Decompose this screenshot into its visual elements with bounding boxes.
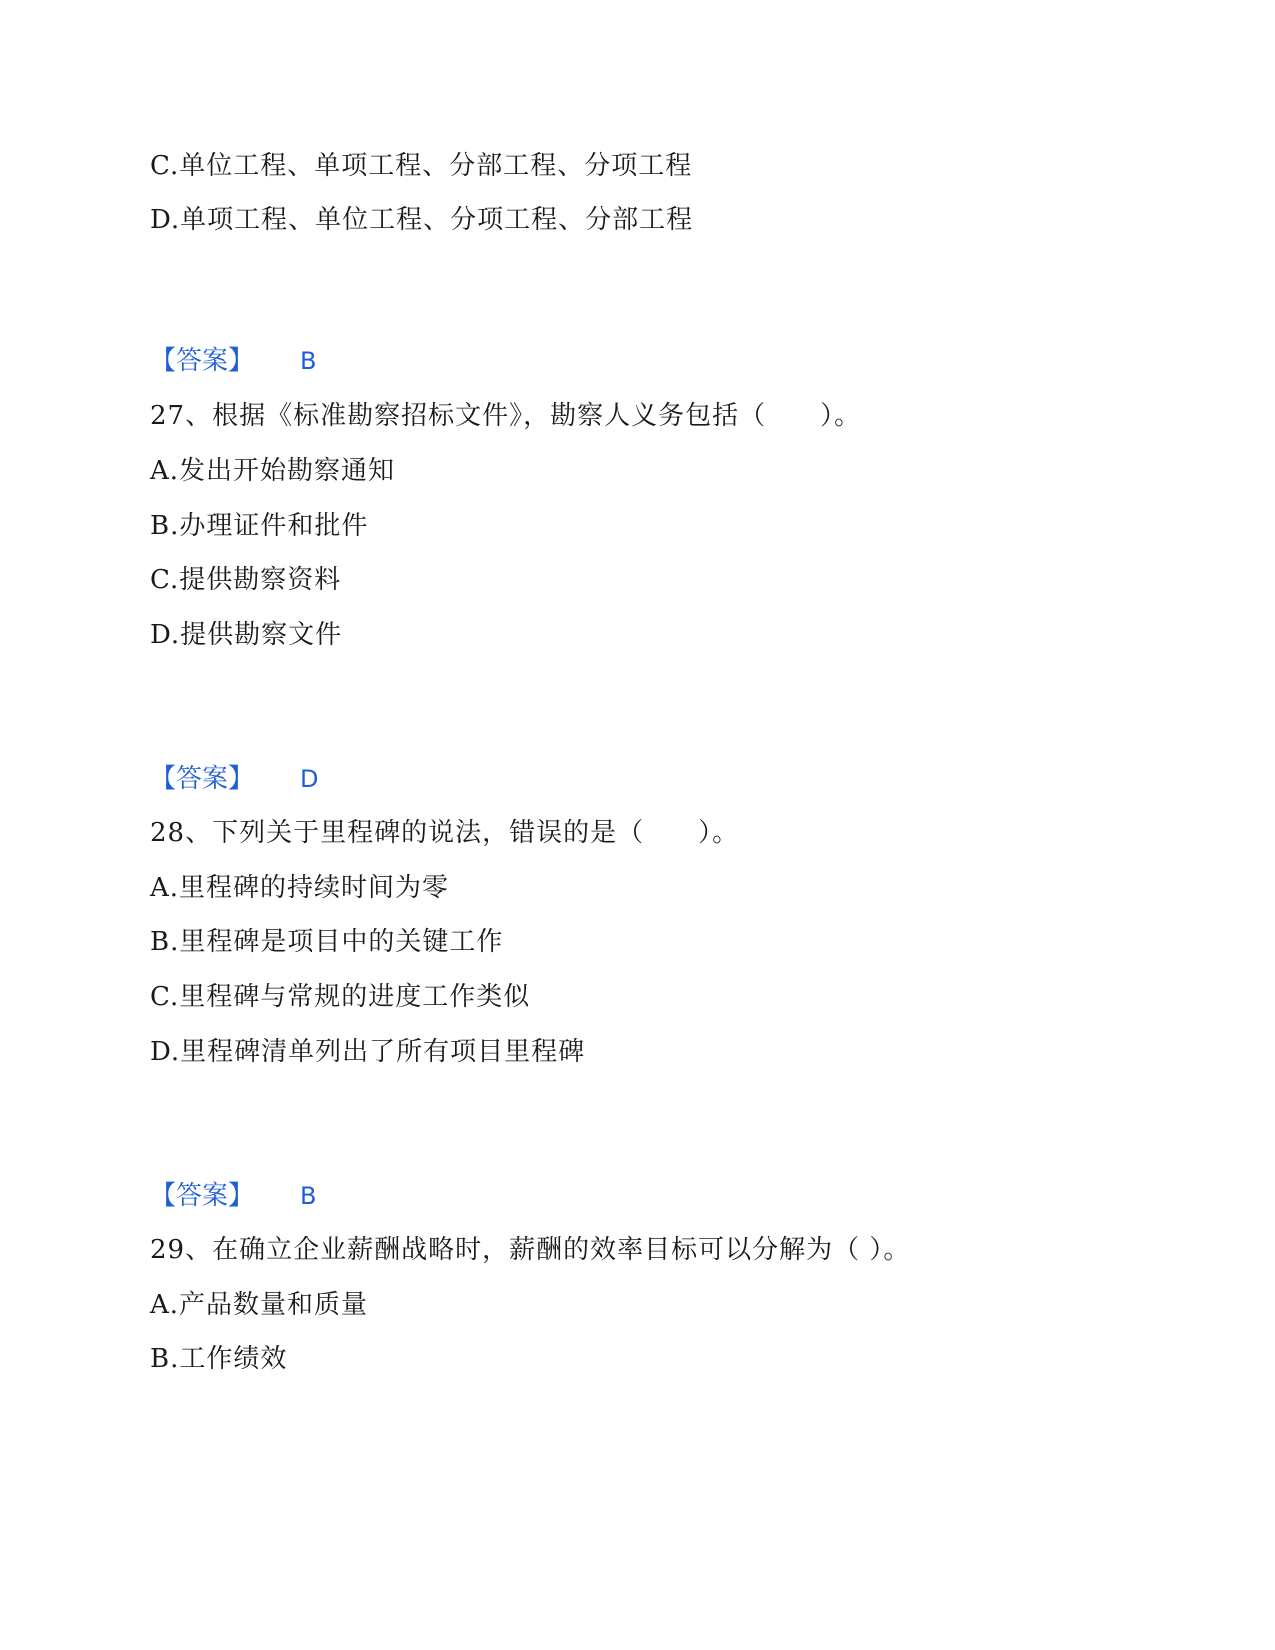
q29-option-a: A.产品数量和质量 — [150, 1290, 369, 1320]
q27-option-b: B.办理证件和批件 — [150, 511, 369, 541]
q28-question: 28、下列关于里程碑的说法，错误的是（ ）。 — [150, 818, 740, 848]
q27-question: 27、根据《标准勘察招标文件》，勘察人义务包括（ ）。 — [150, 401, 862, 431]
answer-label: 【答案】 — [150, 764, 255, 794]
answer-value: D — [300, 765, 319, 793]
q26-option-c: C.单位工程、单项工程、分部工程、分项工程 — [150, 151, 693, 181]
answer-28 — [150, 1180, 316, 1212]
answer-value: B — [300, 1182, 317, 1210]
q28-option-d: D.里程碑清单列出了所有项目里程碑 — [150, 1037, 586, 1067]
q26-option-d: D.单项工程、单位工程、分项工程、分部工程 — [150, 205, 694, 235]
answer-26 — [150, 345, 316, 377]
q28-option-c: C.里程碑与常规的进度工作类似 — [150, 982, 531, 1012]
answer-27 — [150, 763, 319, 795]
q29-question: 29、在确立企业薪酬战略时，薪酬的效率目标可以分解为（ ）。 — [150, 1235, 911, 1265]
q29-option-b: B.工作绩效 — [150, 1344, 288, 1374]
answer-label: 【答案】 — [150, 1181, 255, 1211]
answer-label: 【答案】 — [150, 346, 255, 376]
q28-option-a: A.里程碑的持续时间为零 — [150, 873, 450, 903]
q27-option-d: D.提供勘察文件 — [150, 620, 343, 650]
q27-option-c: C.提供勘察资料 — [150, 565, 342, 595]
answer-value: B — [300, 347, 317, 375]
q27-option-a: A.发出开始勘察通知 — [150, 456, 396, 486]
q28-option-b: B.里程碑是项目中的关键工作 — [150, 927, 504, 957]
